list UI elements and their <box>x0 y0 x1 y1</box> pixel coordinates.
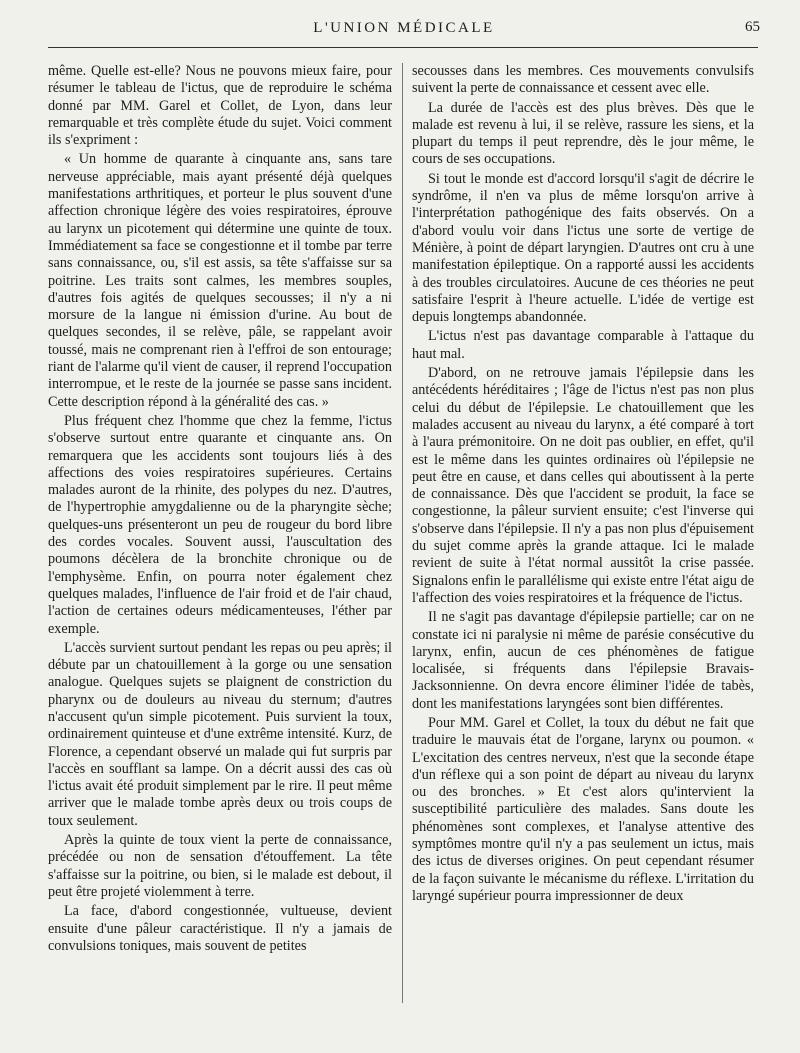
paragraph: La durée de l'accès est des plus brèves. Dès que le malade est revenu à lui, il se relève, rassure les siens, et la plupart du temps il peut reprendre, dès le jour même, le cours de ses occupations. <box>412 99 754 168</box>
paragraph: D'abord, on ne retrouve jamais l'épilepsie dans les antécédents héréditaires ; l'âge de l'ictus n'est pas non plus celui du début de l'épilepsie. Le chatouillement que les malades accusent au niveau du larynx, a été comparé à tort à l'aura prémonitoire. On ne doit pas oublier, en effet, qu'il est le même dans les quintes ordinaires où l'épilepsie ne peut être en cause, et dans celles qui aboutissent à la perte de connaissance. Dès que l'accident se produit, la face se congestionne, la pâleur survient ensuite; c'est l'inverse qui s'observe dans l'épilepsie. Il n'y a pas non plus d'épuisement du sujet comme après la grande attaque. Ici le malade revient de suite à l'état normal aussitôt la crise passée. Signalons enfin le parallélisme qui existe entre l'état aigu de l'affection des voies respiratoires et la fréquence de l'ictus. <box>412 365 754 606</box>
paragraph: L'ictus n'est pas davantage comparable à l'attaque du haut mal. <box>412 328 754 362</box>
paragraph: La face, d'abord congestionnée, vultueuse, devient ensuite d'une pâleur caractéristique. Il n'y a jamais de convulsions toniques, mais souvent de petites <box>48 903 392 954</box>
paragraph: Plus fréquent chez l'homme que chez la femme, l'ictus s'observe surtout entre quarante et cinquante ans. On remarquera que les accidents sont toujours liés à des affections des voies respiratoires supérieures. Certains malades auront de la rhinite, des polypes du nez. D'autres, de l'hypertrophie amygdalienne ou de la pharyngite sèche; quelques-uns présenteront un peu de rougeur du bord libre des cordes vocales. Souvent aussi, l'auscultation des poumons décèlera de la bronchite chronique ou de l'emphysème. Enfin, on pourra noter également chez quelques malades, l'influence de l'air froid et de l'air chaud, l'action de certaines odeurs médicamenteuses, l'éther par exemple. <box>48 412 392 637</box>
page-number: 65 <box>745 19 760 35</box>
page-header <box>48 14 760 42</box>
paragraph: Après la quinte de toux vient la perte de connaissance, précédée ou non de sensation d'étouffement. La tête s'affaisse sur la poitrine, ou bien, si le malade est debout, il peut être projeté violemment à terre. <box>48 832 392 900</box>
paragraph: Il ne s'agit pas davantage d'épilepsie partielle; car on ne constate ici ni paralysie ni même de parésie consécutive du larynx, enfin, aucun de ces phénomènes de fatigue localisée, si fréquents dans l'épilepsie Bravais-Jacksonnienne. On devra encore éliminer l'idée de tabès, dont les manifestations laryngées sont bien différentes. <box>412 609 754 712</box>
left-column <box>48 63 392 955</box>
paragraph: « Un homme de quarante à cinquante ans, sans tare nerveuse appréciable, mais ayant présenté déjà quelques manifestations arthritiques, et porteur le plus souvent d'une affection chronique légère des voies respiratoires, éprouve au larynx un picotement qui détermine une quinte de toux. Immédiatement sa face se congestionne et il tombe par terre sans connaissance, ou, s'il est assis, sa tête s'affaisse sur sa poitrine. Les traits sont calmes, les membres souples, d'autres fois agités de quelques secousses; il n'y a ni morsure de la langue ni émission d'urine. Au bout de quelques secondes, il se relève, pâle, se rappelant avoir toussé, mais ne comprenant rien à l'effroi de son entourage; riant de l'alarme qu'il vient de causer, il reprend l'occupation interrompue, et le reste de la journée se passe sans incident. Cette description répond à la généralité des cas. » <box>48 151 392 410</box>
column-divider <box>402 63 403 1003</box>
paragraph: secousses dans les membres. Ces mouvements convulsifs suivent la perte de connaissance et cessent avec elle. <box>412 63 754 97</box>
running-title: L'UNION MÉDICALE <box>313 20 495 36</box>
paragraph: même. Quelle est-elle? Nous ne pouvons mieux faire, pour résumer le tableau de l'ictus, que de reproduire le schéma donné par MM. Garel et Collet, de Lyon, dans leur remarquable et très complète étude du sujet. Voici comment ils s'expriment : <box>48 63 392 149</box>
right-column <box>412 63 754 905</box>
paragraph: Si tout le monde est d'accord lorsqu'il s'agit de décrire le syndrôme, il n'en va plus de même lorsqu'on arrive à l'interprétation pathogénique des faits observés. On a d'abord voulu voir dans l'ictus une sorte de vertige de Ménière, à point de départ laryngien. D'autres ont cru à une manifestation épileptique. On a rapporté aussi les accidents à des troubles circulatoires. Aucune de ces théories ne peut satisfaire l'esprit à l'heure actuelle. L'idée de vertige est depuis longtemps abandonnée. <box>412 170 754 326</box>
header-rule <box>48 47 758 48</box>
paragraph: Pour MM. Garel et Collet, la toux du début ne fait que traduire le mauvais état de l'organe, larynx ou poumon. « L'excitation des centres nerveux, n'est que la seconde étape d'un réflexe qui a son point de départ au niveau du larynx ou des bronches. » Et c'est alors qu'intervient la susceptibilité particulière des malades. Sans doute les phénomènes sont complexes, et l'analyse attentive des symptômes montre qu'il n'y a pas seulement un ictus, mais des ictus de diverses origines. On peut cependant résumer de la façon suivante le mécanisme du réflexe. L'irritation du laryngé supérieur pourra impressionner de deux <box>412 714 754 904</box>
paragraph: L'accès survient surtout pendant les repas ou peu après; il débute par un chatouillement à la gorge ou une sensation analogue. Quelques sujets se plaignent de constriction du pharynx ou de douleurs au niveau du sternum; d'autres n'accusent qu'un simple picotement. Puis survient la toux, ordinairement quinteuse et d'une extrême intensité. Kurz, de Florence, a cependant observé un malade qui fut surpris par l'accès en soufflant sa lampe. On a décrit aussi des cas où l'ictus avait été produit simplement par le rire. Il peut même arriver que le malade tombe après deux ou trois coups de toux seulement. <box>48 639 392 829</box>
